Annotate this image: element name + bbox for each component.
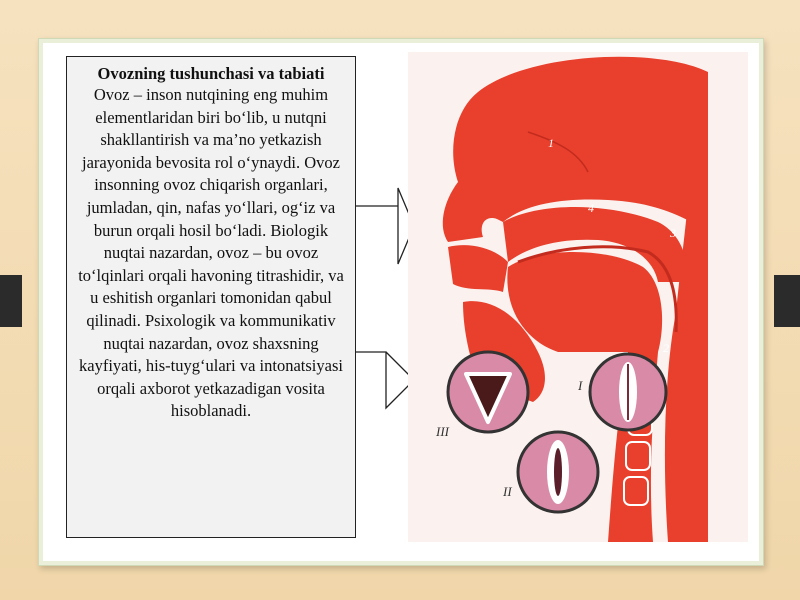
vocal-tract-diagram <box>408 52 748 542</box>
label-3: 3 <box>670 226 676 240</box>
label-III: III <box>436 424 449 439</box>
label-II: II <box>503 484 512 499</box>
glottis-inset-I <box>590 354 666 430</box>
label-4: 4 <box>588 201 594 215</box>
left-edge-tab <box>0 275 22 327</box>
label-1: 1 <box>548 136 554 150</box>
glottis-inset-II <box>518 432 598 512</box>
glottis-inset-III <box>448 352 528 432</box>
label-I: I <box>578 378 583 393</box>
label-2: 2 <box>663 341 669 355</box>
slide-title: Ovozning tushunchasi va tabiati <box>97 64 325 83</box>
text-box <box>66 56 356 538</box>
slide-body-text: Ovoz – inson nutqining eng muhim elementlaridan biri bo‘lib, u nutqni shakllantirish va ma’no yetkazish jarayonida bevosita rol o‘ynaydi. Ovoz insonning ovoz chiqarish organlari, jumladan, qin, nafas yo‘llari, og‘iz va burun orqali hosil bo‘ladi. Biologik nuqtai nazardan, ovoz – bu ovoz to‘lqinlari orqali havoning titrashidir, va u eshitish organlari tomonidan qabul qilinadi. Psixologik va kommunikativ nuqtai nazardan, ovoz shaxsning kayfiyati, his-tuyg‘ulari va intonatsiyasi orqali axborot yetkazadigan vosita hisoblanadi. <box>78 85 344 421</box>
right-edge-tab <box>774 275 800 327</box>
callout-connector <box>356 180 416 410</box>
